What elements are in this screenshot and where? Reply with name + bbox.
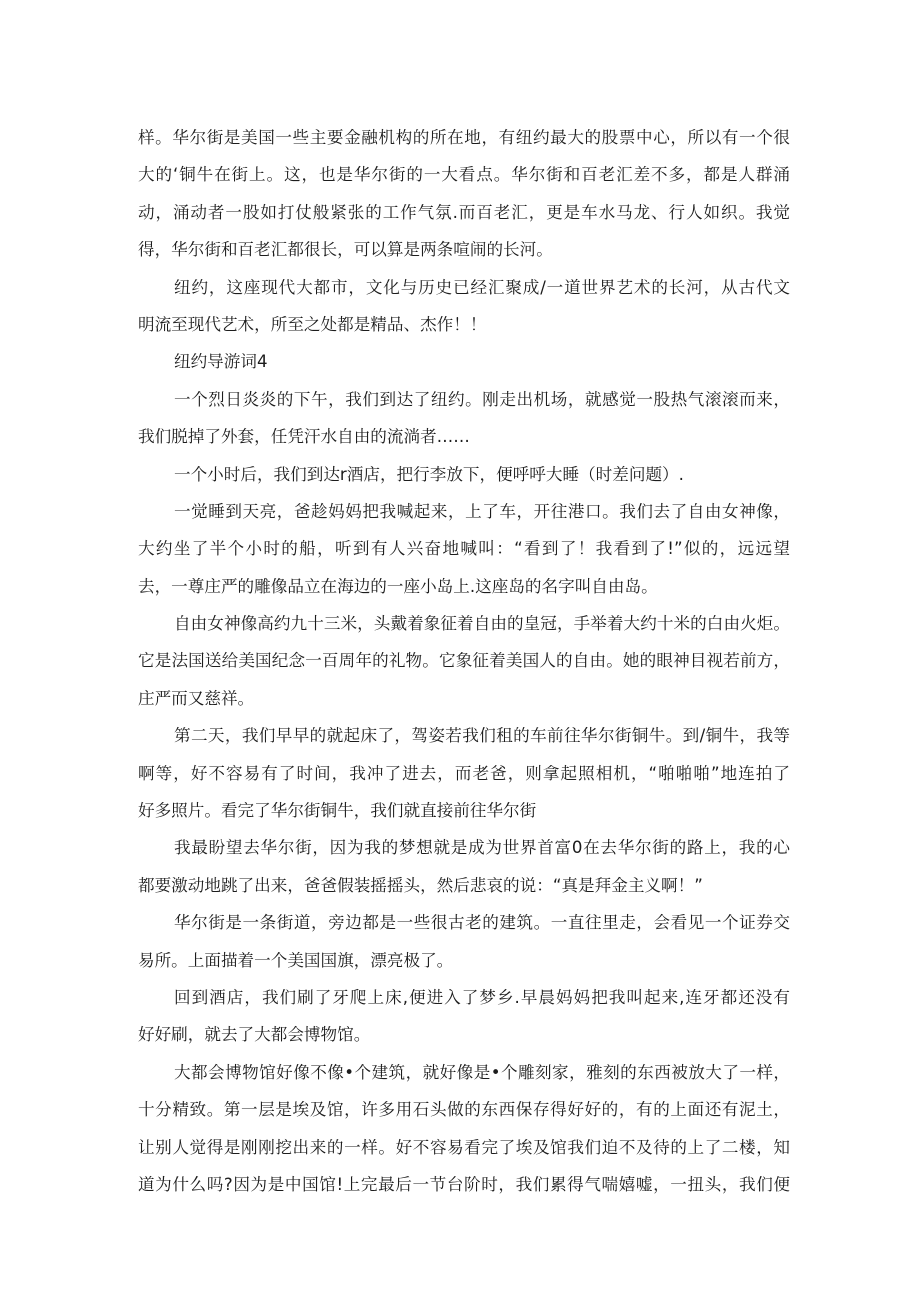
section-heading: 纽约导游词4	[174, 352, 268, 372]
text-line: 让别人觉得是刚刚挖出来的一样。好不容易看完了埃及馆我们迫不及待的上了二楼，知	[138, 1137, 790, 1157]
text-line: 明流至现代艺术，所至之处都是精品、杰作！！	[138, 314, 487, 334]
text-line: 它是法国送给美国纪念一百周年的礼物。它象征着美国人的自由。她的眼神目视若前方，	[138, 651, 790, 671]
text-line: 都要激动地跳了出来，爸爸假装摇摇头，然后悲哀的说：“真是拜金主义啊！”	[138, 875, 703, 895]
text-line: 第二天，我们早早的就起床了，驾姿若我们租的车前往华尔街铜牛。到/铜牛，我等	[174, 726, 790, 746]
text-line: 大都会博物馆好像不像•个建筑，就好像是•个雕刻家，雅刻的东西被放大了一样，	[174, 1062, 790, 1082]
text-line: 去，一尊庄严的雕像品立在海边的一座小岛上.这座岛的名字叫自由岛。	[138, 576, 658, 596]
text-line: 道为什么吗?因为是中国馆!上完最后一节台阶时，我们累得气喘嬉嘘，一扭头，我们便	[138, 1174, 790, 1194]
text-line: 一个小时后，我们到达r酒店，把行李放下，便呼呼大睡（时差问题）.	[174, 464, 684, 484]
text-line: 得，华尔街和百老汇都很长，可以算是两条喧闹的长河。	[138, 240, 553, 260]
text-line: 易所。上面描着一个美国国旗，漂亮极了。	[138, 950, 454, 970]
text-line: 大的‘铜牛在街上。这，也是华尔街的一大看点。华尔街和百老汇差不多，都是人群涌	[138, 165, 790, 185]
text-line: 一个烈日炎炎的下午，我们到达了纽约。刚走出机场，就感觉一股热气滚滚而来，	[174, 389, 790, 409]
text-line: 我们脱掉了外套，任凭汗水自由的流淌者……	[138, 427, 470, 447]
text-line: 啊等，好不容易有了时间，我冲了进去，而老爸，则拿起照相机，“啪啪啪”地连拍了	[138, 763, 790, 783]
text-line: 好好刷，就去了大都会博物馆。	[138, 1025, 371, 1045]
text-line: 回到酒店，我们刷了牙爬上床,便进入了梦乡.早晨妈妈把我叫起来,连牙都还没有	[174, 987, 790, 1007]
text-line: 大约坐了半个小时的船，听到有人兴奋地喊叫：“看到了！我看到了!”似的，远远望	[138, 539, 790, 559]
text-line: 样。华尔街是美国一些主要金融机构的所在地，有纽约最大的股票中心，所以有一个很	[138, 128, 790, 147]
text-line: 华尔街是一条街道，旁边都是一些很古老的建筑。一直往里走，会看见一个证券交	[174, 913, 790, 933]
text-line: 自由女神像高约九十三米，头戴着象征着自由的皇冠，手举着大约十米的白由火炬。	[174, 614, 790, 634]
text-line: 纽约，这座现代大都市，文化与历史已经汇聚成/一道世界艺术的长河，从古代文	[174, 277, 790, 297]
text-line: 动，涌动者一股如打仗般紧张的工作气氛.而百老汇，更是车水马龙、行人如织。我觉	[138, 202, 790, 222]
text-line: 好多照片。看完了华尔街铜牛，我们就直接前往华尔街	[138, 801, 537, 821]
text-line: 我最盼望去华尔街，因为我的梦想就是成为世界首富0在去华尔街的路上，我的心	[174, 838, 790, 858]
text-line: 十分精致。第一层是埃及馆，许多用石头做的东西保存得好好的，有的上面还有泥土，	[138, 1100, 790, 1120]
text-line: 庄严而又慈祥。	[138, 688, 255, 708]
text-line: 一觉睡到天亮，爸趁妈妈把我喊起来，上了车，开往港口。我们去了自由女神像，	[174, 501, 790, 521]
document-body	[138, 119, 790, 1203]
